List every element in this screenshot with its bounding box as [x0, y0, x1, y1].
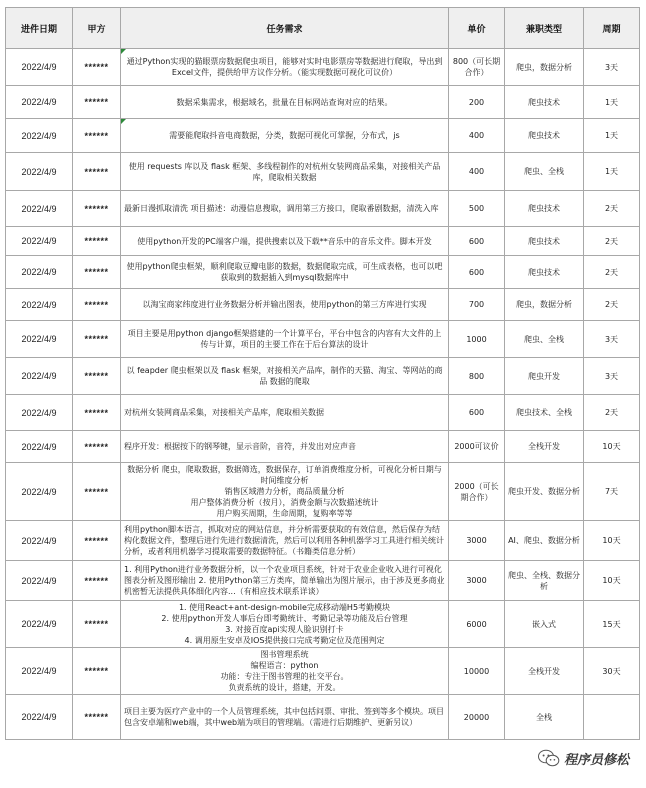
cell-period: 2天 [584, 395, 640, 431]
cell-date: 2022/4/9 [6, 601, 73, 648]
comment-marker [121, 49, 126, 54]
cell-party: ****** [73, 86, 121, 119]
header-price: 单价 [449, 8, 505, 49]
cell-party: ****** [73, 431, 121, 463]
cell-period: 10天 [584, 521, 640, 561]
cell-date: 2022/4/9 [6, 49, 73, 86]
header-party: 甲方 [73, 8, 121, 49]
table-body [6, 49, 640, 740]
cell-type: 爬虫、全栈 [505, 321, 584, 358]
table-row [6, 153, 640, 191]
table-row [6, 358, 640, 395]
wechat-icon [538, 749, 560, 767]
cell-price: 800 [449, 358, 505, 395]
table-row [6, 289, 640, 321]
cell-price: 2000可议价 [449, 431, 505, 463]
cell-type: 全栈 [505, 695, 584, 740]
table-row [6, 431, 640, 463]
cell-price: 3000 [449, 521, 505, 561]
cell-date: 2022/4/9 [6, 256, 73, 289]
cell-task: 数据分析 爬虫，爬取数据，数据筛选，数据保存，订单消费维度分析，可视化分析日期与时间维度分析 销售区域潜力分析，商品质量分析 用户整体消费分析（按月），消费金额与次数描述统计 用户购买周期，生命周期，复购率等等 [121, 463, 449, 521]
table-row [6, 463, 640, 521]
cell-type: 全栈开发 [505, 431, 584, 463]
cell-date: 2022/4/9 [6, 395, 73, 431]
table-row [6, 119, 640, 153]
header-period: 周期 [584, 8, 640, 49]
cell-date: 2022/4/9 [6, 227, 73, 256]
cell-price: 200 [449, 86, 505, 119]
table-row [6, 49, 640, 86]
cell-type: 爬虫、全栈、数据分析 [505, 561, 584, 601]
cell-party: ****** [73, 601, 121, 648]
cell-date: 2022/4/9 [6, 358, 73, 395]
cell-price: 3000 [449, 561, 505, 601]
cell-price: 20000 [449, 695, 505, 740]
watermark [535, 746, 632, 770]
cell-party: ****** [73, 289, 121, 321]
cell-party: ****** [73, 119, 121, 153]
cell-type: 爬虫技术 [505, 86, 584, 119]
cell-task: 1. 使用React+ant-design-mobile完成移动端H5考勤模块 2. 使用python开发人事后台即考勤统计、考勤记录等功能及后台管理 3. 对接百度api实现人脸识别打卡 4. 调用原生安卓及IOS提供接口完成考勤定位及范围判定 [121, 601, 449, 648]
cell-task: 通过Python实现的猫眼票房数据爬虫项目，能够对实时电影票房等数据进行爬取，导出到Excel文件，提供给甲方议作分析。（能实现数据可视化可议价） [121, 49, 449, 86]
cell-price: 600 [449, 256, 505, 289]
cell-task: 使用 requests 库以及 flask 框架、多线程制作的对杭州女装网商品采集，对接相关产品库，爬取相关数据 [121, 153, 449, 191]
cell-price: 6000 [449, 601, 505, 648]
table-row [6, 648, 640, 695]
cell-period: 2天 [584, 256, 640, 289]
cell-task: 以淘宝商家纬度进行业务数据分析并输出图表，使用python的第三方库进行实现 [121, 289, 449, 321]
cell-price: 500 [449, 191, 505, 227]
job-listing-table [5, 7, 640, 740]
cell-date: 2022/4/9 [6, 119, 73, 153]
cell-type: 爬虫、全栈 [505, 153, 584, 191]
cell-date: 2022/4/9 [6, 153, 73, 191]
cell-date: 2022/4/9 [6, 321, 73, 358]
cell-type: 爬虫，数据分析 [505, 289, 584, 321]
cell-party: ****** [73, 395, 121, 431]
table-row [6, 561, 640, 601]
cell-party: ****** [73, 648, 121, 695]
table-row [6, 695, 640, 740]
table-row [6, 86, 640, 119]
cell-period: 15天 [584, 601, 640, 648]
cell-date: 2022/4/9 [6, 86, 73, 119]
cell-price: 400 [449, 119, 505, 153]
cell-type: 爬虫开发 [505, 358, 584, 395]
cell-party: ****** [73, 561, 121, 601]
cell-task: 项目主要为医疗产业中的一个人员管理系统，其中包括问票、审批、签到等多个模块。项目包含安卓端和web端，其中web端为项目的管理端。（需进行后期维护、更新另议） [121, 695, 449, 740]
cell-party: ****** [73, 521, 121, 561]
cell-party: ****** [73, 463, 121, 521]
cell-party: ****** [73, 49, 121, 86]
cell-period: 10天 [584, 431, 640, 463]
header-task: 任务需求 [121, 8, 449, 49]
cell-price: 800（可长期合作） [449, 49, 505, 86]
cell-period: 3天 [584, 321, 640, 358]
cell-task: 使用python爬虫框架，顺利爬取豆瓣电影的数据，数据爬取完成，可生成表格，也可以吧获取到的数据插入到mysql数据库中 [121, 256, 449, 289]
table-row [6, 601, 640, 648]
cell-task: 图书管理系统 编程语言：python 功能：专注于图书管理的社交平台。 负责系统的设计，搭建，开发。 [121, 648, 449, 695]
cell-task: 需要能爬取抖音电商数据，分类，数据可视化可掌握，分布式，js [121, 119, 449, 153]
cell-task: 对杭州女装网商品采集，对接相关产品库，爬取相关数据 [121, 395, 449, 431]
table-row [6, 321, 640, 358]
cell-task: 利用python脚本语言，抓取对应的网站信息，并分析需要获取的有效信息，然后保存为结构化数据文件，整理后进行先进行数据清洗，然后可以利用各种机器学习工具进行相关统计分析，或者利用机器学习提取需要的数据特征。（书籍类信息分析） [121, 521, 449, 561]
cell-task: 项目主要是用python django框架搭建的一个计算平台，平台中包含的内容有大文件的上传与计算，项目的主要工作在于后台算法的设计 [121, 321, 449, 358]
cell-party: ****** [73, 227, 121, 256]
cell-type: 爬虫技术 [505, 191, 584, 227]
cell-date: 2022/4/9 [6, 561, 73, 601]
cell-period: 1天 [584, 153, 640, 191]
cell-price: 2000（可长期合作） [449, 463, 505, 521]
cell-period: 10天 [584, 561, 640, 601]
cell-party: ****** [73, 191, 121, 227]
cell-date: 2022/4/9 [6, 463, 73, 521]
cell-price: 600 [449, 395, 505, 431]
cell-price: 1000 [449, 321, 505, 358]
cell-task: 最新日漫抓取清洗 项目描述：动漫信息搜取，调用第三方接口，爬取番剧数据，清洗入库 [121, 191, 449, 227]
cell-period [584, 695, 640, 740]
cell-period: 30天 [584, 648, 640, 695]
cell-party: ****** [73, 256, 121, 289]
comment-marker [121, 119, 126, 124]
cell-date: 2022/4/9 [6, 521, 73, 561]
cell-price: 700 [449, 289, 505, 321]
cell-period: 2天 [584, 289, 640, 321]
cell-party: ****** [73, 321, 121, 358]
cell-type: 爬虫技术 [505, 227, 584, 256]
cell-type: 爬虫技术、全栈 [505, 395, 584, 431]
table-row [6, 191, 640, 227]
table-row [6, 227, 640, 256]
cell-party: ****** [73, 153, 121, 191]
cell-type: AI、爬虫、数据分析 [505, 521, 584, 561]
cell-type: 全栈开发 [505, 648, 584, 695]
cell-period: 2天 [584, 227, 640, 256]
cell-price: 10000 [449, 648, 505, 695]
cell-type: 爬虫开发、数据分析 [505, 463, 584, 521]
cell-party: ****** [73, 358, 121, 395]
cell-date: 2022/4/9 [6, 695, 73, 740]
cell-type: 嵌入式 [505, 601, 584, 648]
cell-type: 爬虫技术 [505, 119, 584, 153]
cell-task: 程序开发：根据按下的钢琴键，显示音阶，音符，并发出对应声音 [121, 431, 449, 463]
cell-period: 2天 [584, 191, 640, 227]
header-type: 兼职类型 [505, 8, 584, 49]
table-row [6, 521, 640, 561]
cell-task: 数据采集需求，根据域名，批量在目标网站查询对应的结果。 [121, 86, 449, 119]
table-row [6, 256, 640, 289]
cell-task: 使用python开发的PC端客户端，提供搜索以及下载**音乐中的音乐文件。脚本开发 [121, 227, 449, 256]
cell-party: ****** [73, 695, 121, 740]
watermark-text: 程序员修松 [563, 752, 629, 768]
table-header-row [6, 8, 640, 49]
cell-period: 1天 [584, 86, 640, 119]
cell-date: 2022/4/9 [6, 191, 73, 227]
cell-task: 1. 利用Python进行业务数据分析，以一个农业项目系统，针对于农业企业收入进行可视化图表分析及图形输出 2. 使用Python第三方类库，简单输出为图片展示，由于涉及更多商业机密暂无法提供具体细化内容...（有相应技术联系详谈） [121, 561, 449, 601]
cell-date: 2022/4/9 [6, 648, 73, 695]
header-date: 进件日期 [6, 8, 73, 49]
cell-period: 7天 [584, 463, 640, 521]
cell-price: 600 [449, 227, 505, 256]
cell-period: 3天 [584, 49, 640, 86]
table-row [6, 395, 640, 431]
cell-period: 1天 [584, 119, 640, 153]
cell-date: 2022/4/9 [6, 431, 73, 463]
cell-task: 以 feapder 爬虫框架以及 flask 框架，对接相关产品库，制作的天猫、淘宝、等网站的商品 数据的爬取 [121, 358, 449, 395]
cell-price: 400 [449, 153, 505, 191]
cell-date: 2022/4/9 [6, 289, 73, 321]
cell-type: 爬虫技术 [505, 256, 584, 289]
cell-type: 爬虫，数据分析 [505, 49, 584, 86]
cell-period: 3天 [584, 358, 640, 395]
